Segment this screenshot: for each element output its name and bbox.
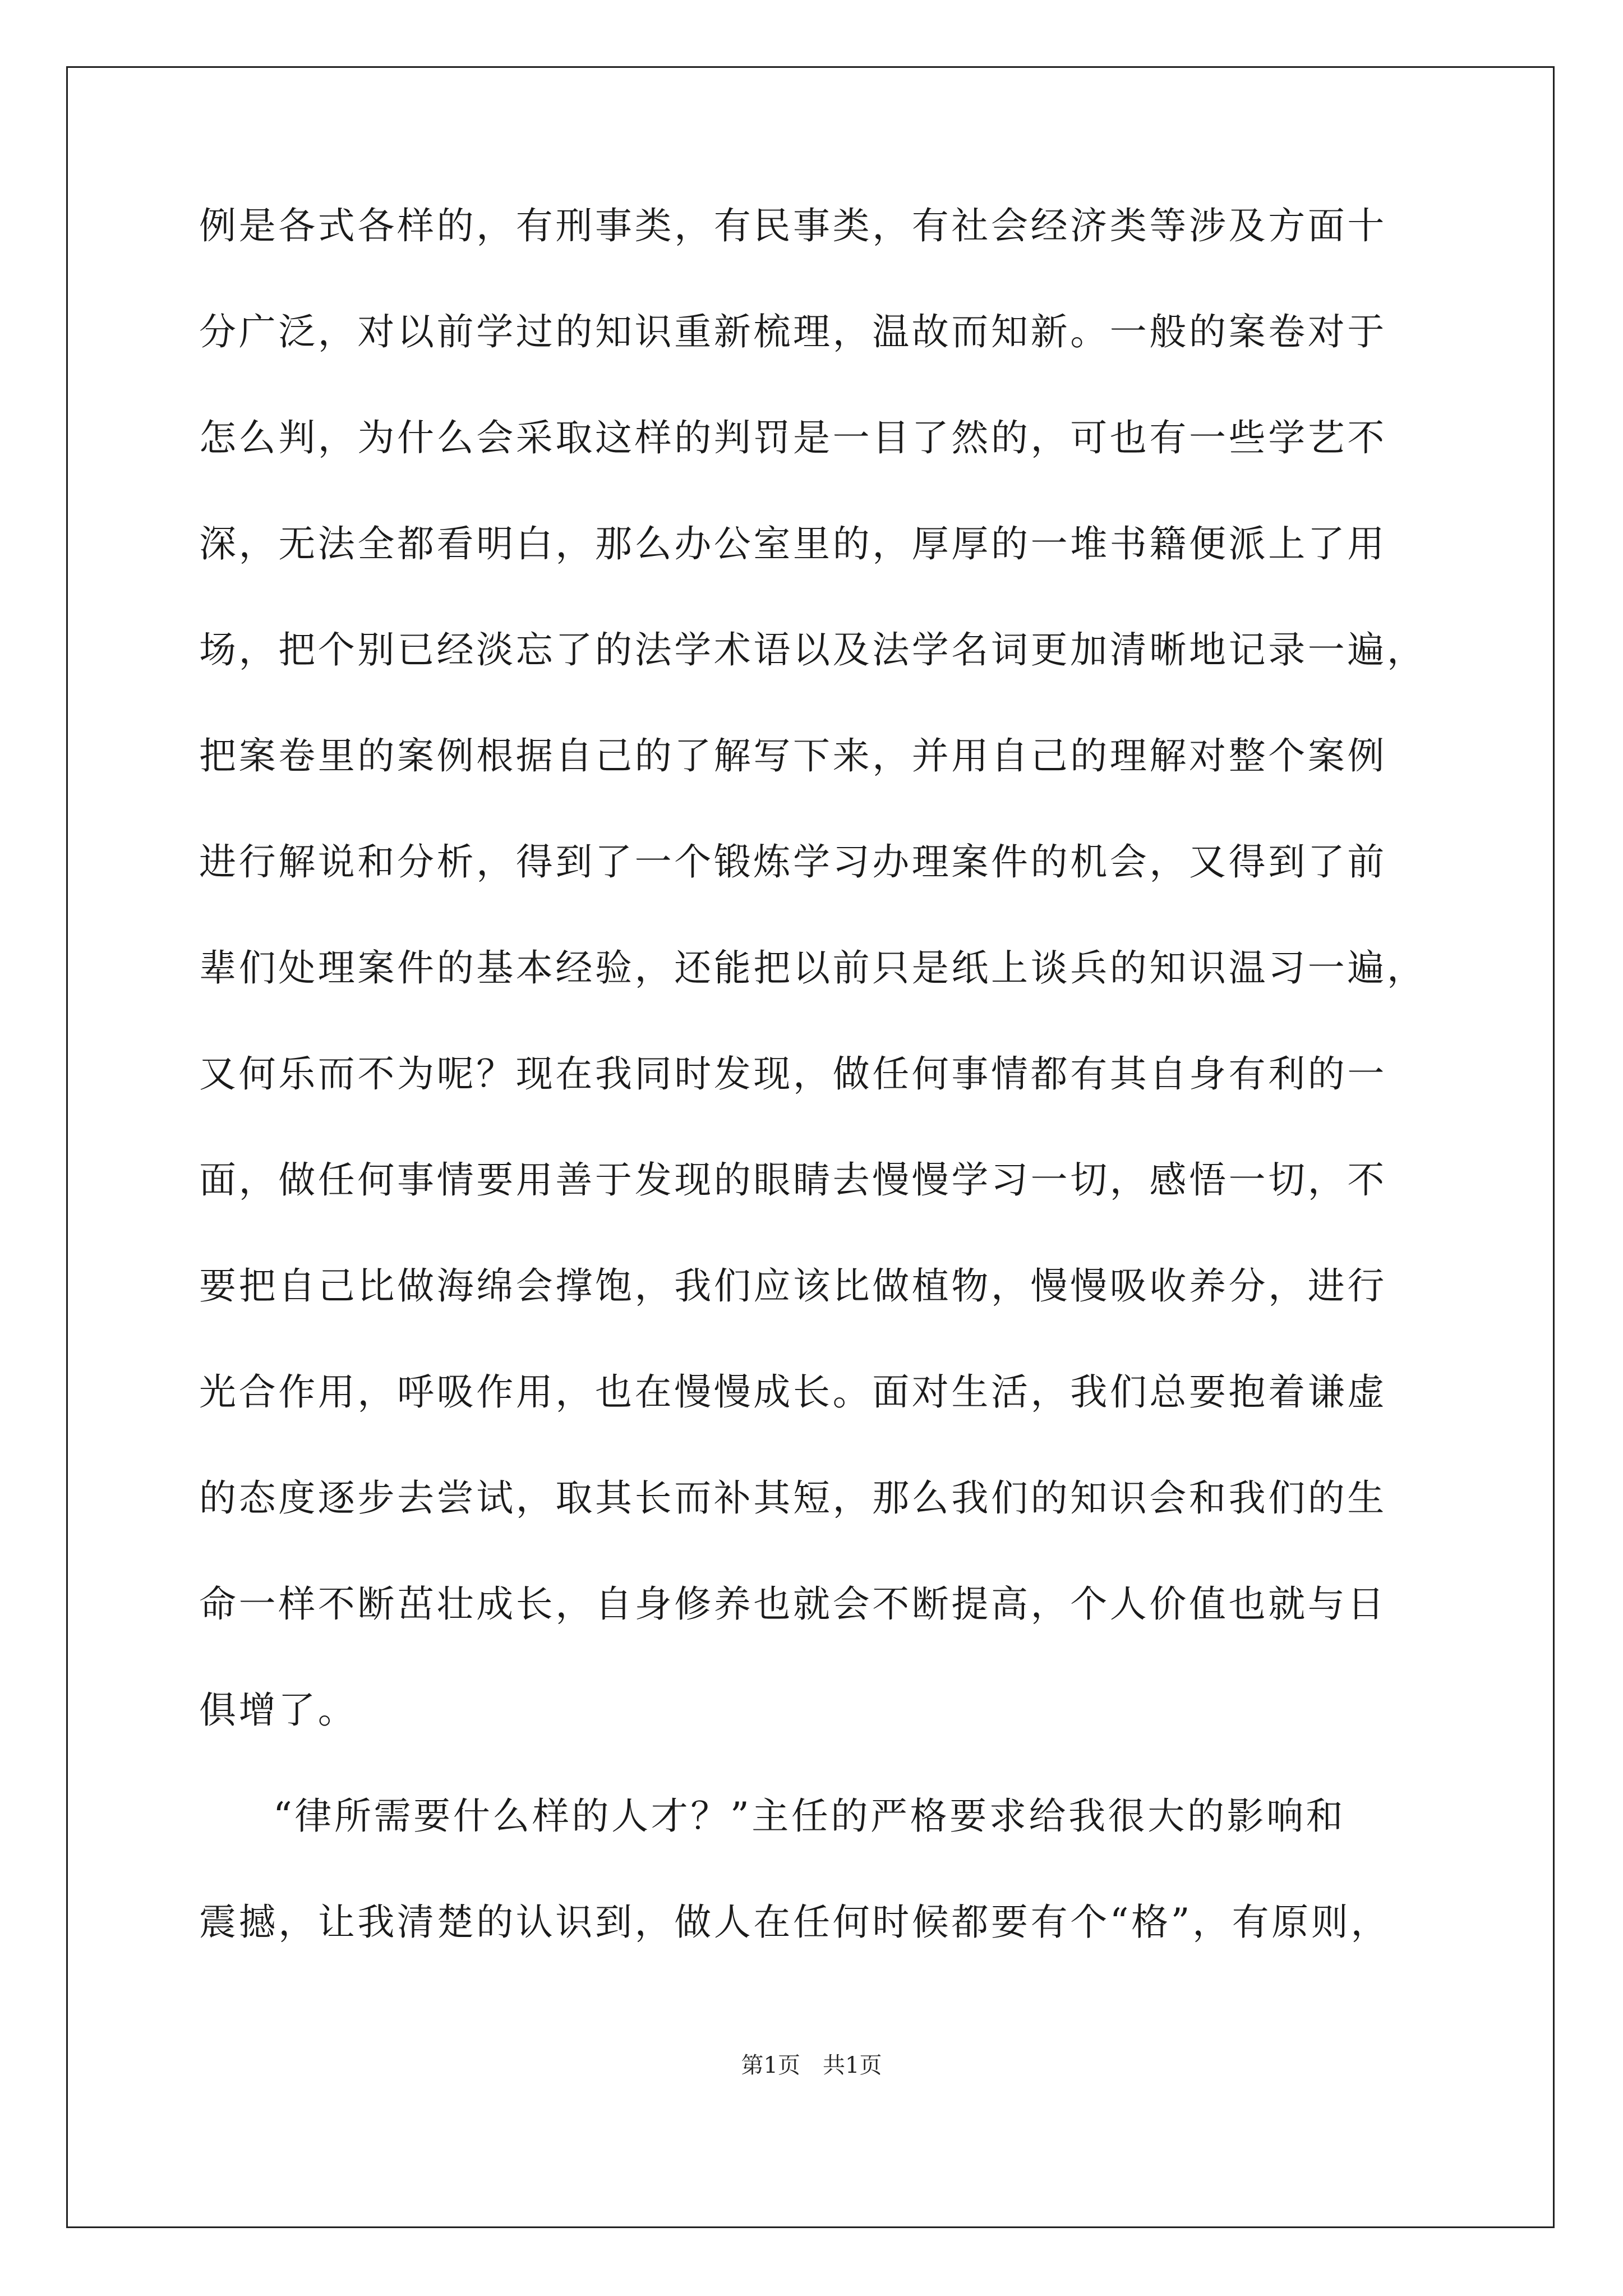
text-line-5: 场，把个别已经淡忘了的法学术语以及法学名词更加清晰地记录一遍， [199, 628, 1427, 671]
text-line-11: 要把自己比做海绵会撑饱，我们应该比做植物，慢慢吸收养分，进行 [199, 1264, 1387, 1308]
text-line-2: 分广泛，对以前学过的知识重新梳理，温故而知新。一般的案卷对于 [199, 310, 1387, 353]
text-line-7: 进行解说和分析，得到了一个锻炼学习办理案件的机会，又得到了前 [199, 840, 1387, 884]
text-line-13: 的态度逐步去尝试，取其长而补其短，那么我们的知识会和我们的生 [199, 1476, 1387, 1520]
text-line-8: 辈们处理案件的基本经验，还能把以前只是纸上谈兵的知识温习一遍， [199, 946, 1427, 990]
text-line-9: 又何乐而不为呢？现在我同时发现，做任何事情都有其自身有利的一 [199, 1052, 1387, 1096]
page-number-footer: 第1页 共1页 [741, 2053, 882, 2078]
document-body [199, 204, 1427, 2010]
text-line-17: 震撼，让我清楚的认识到，做人在任何时候都要有个“格”，有原则， [199, 1901, 1391, 1944]
text-line-3: 怎么判，为什么会采取这样的判罚是一目了然的，可也有一些学艺不 [199, 416, 1387, 459]
text-line-10: 面，做任何事情要用善于发现的眼睛去慢慢学习一切，感悟一切，不 [199, 1158, 1387, 1202]
text-line-14: 命一样不断茁壮成长，自身修养也就会不断提高，个人价值也就与日 [199, 1582, 1387, 1626]
text-line-6: 把案卷里的案例根据自己的了解写下来，并用自己的理解对整个案例 [199, 734, 1387, 777]
text-line-12: 光合作用，呼吸作用，也在慢慢成长。面对生活，我们总要抱着谦虚 [199, 1370, 1387, 1414]
text-line-15: 俱增了。 [199, 1688, 358, 1732]
text-line-4: 深，无法全都看明白，那么办公室里的，厚厚的一堆书籍便派上了用 [199, 522, 1387, 565]
text-line-16: “律所需要什么样的人才？”主任的严格要求给我很大的影响和 [273, 1795, 1346, 1838]
text-line-1: 例是各式各样的，有刑事类，有民事类，有社会经济类等涉及方面十 [199, 204, 1387, 247]
